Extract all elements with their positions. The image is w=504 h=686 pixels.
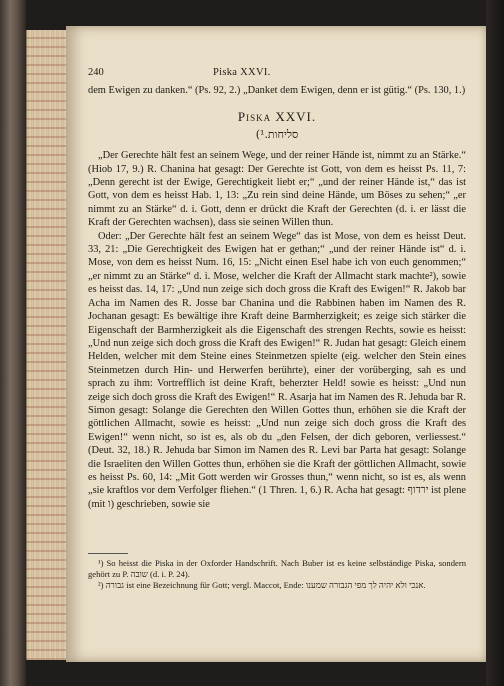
- paragraph: „Der Gerechte hält fest an seinem Wege, und der reiner Hände ist, nimmt zu an Stärke.“ (Hiob 17, 9.) R. Chanina hat gesagt: Der Gerechte ist Gott, von dem es heisst Ps. 11, 7: „Denn gerecht ist der Ewige, Gerechtigkeit liebt er;“ „und der reiner Hände ist,“ das ist Gott, von dem es heisst Hab. 1, 13: „Zu rein sind deine Hände, um Böses zu sehen;“ „er nimmt zu an Stärke“ d. i. Gott, denn er drückt die Kraft der Gerechten (d. i. er lässt die Kraft der Gerechten wachsen), dass sie seinen Willen thun.: [88, 150, 466, 229]
- hebrew-heading: סליחות.¹): [255, 127, 299, 141]
- footnote: ²) גבורה ist eine Bezeichnung für Gott; vergl. Maccot, Ende: אנכי ולא יהיה לך מפי הגבורה שמענו.: [98, 580, 426, 590]
- book-page: [66, 26, 486, 662]
- opening-text: dem Ewigen zu danken.“ (Ps. 92, 2.) „Danket dem Ewigen, denn er ist gütig.“ (Ps. 130, 1.): [88, 85, 466, 96]
- page-edges-speckle: [26, 30, 66, 660]
- footnote-rule: [88, 553, 128, 554]
- running-head: [88, 66, 466, 80]
- book-spine: [0, 0, 26, 686]
- paragraph: Oder: „Der Gerechte hält fest an seinem Wege“ das ist Mose, von dem es heisst Deut. 33, 21: „Die Gerechtigkeit des Ewigen hat er gethan;“ „und der reiner Hände ist“ d. i. Mose, von dem es heisst Num. 16, 15: „Nicht einen Esel habe ich von euch genommen;“ „er nimmt zu an Stärke“ d. i. Mose, welcher die Kraft der Allmacht stark machte²), sowie es heisst das. 14, 17: „Und nun zeige sich doch gross die Kraft des Ewigen!“ R. Jakob bar Acha im Namen des R. Josse bar Chanina und die Rabbinen haben im Namen des R. Jochanan gesagt: Es bewältige ihre Kraft deine Barmherzigkeit; es zeige sich stärker die Eigenschaft der Barmherzigkeit als die Eigenschaft des strengen Rechts, sowie es heisst: „Und nun zeige sich doch gross die Kraft des Ewigen!“ R. Judan hat gesagt: Gleich einem Helden, welcher mit dem Steine eines Steinmetzen spielte (eig. welcher den Stein eines Steinmetzen durch Hin- und Herwerfen berührte), einer der vorüberging, sah es und sprach zu ihm: Vortrefflich ist deine Kraft, beherzter Held! sowie es heisst: „Und nun zeige sich doch gross die Kraft des Ewigen!“ R. Asarja hat im Namen des R. Jehuda bar R. Simon gesagt: Solange die Gerechten den Willen Gottes thun, erhöhen sie die Kraft der göttlichen Allmacht, sowie es heisst: „Und nun zeige sich doch gross die Kraft des Ewigen!“ wenn nicht, so ist es, als ob du „den Felsen, der dich geboren, verliessest.“ (Deut. 32, 18.) R. Jehuda bar Simon im Namen des R. Levi bar Parta hat gesagt: Solange die Israeliten den Willen Gottes thun, erhöhen sie die Kraft der göttlichen Allmacht, sowie es heisst Ps. 60, 14: „Mit Gott werden wir Grosses thun,“ wenn nicht, so ist es, als wenn „sie kraftlos vor dem Verfolger fliehen.“ (1 Thren. 1, 6.) R. Acha hat gesagt: ירדוף ist plene (mit ו) geschrieben, sowie sie: [88, 230, 467, 510]
- section-title: Piska XXVI.: [237, 109, 317, 125]
- footnote: ¹) So heisst die Piska in der Oxforder Handschrift. Nach Buber ist es keine selbständige Piska, sondern gehört zu P. שובה (d. i. P. 24).: [88, 558, 466, 579]
- right-shadow: [486, 0, 504, 686]
- footnotes: [88, 553, 466, 591]
- page-body: [88, 84, 466, 511]
- page-number: 240: [88, 67, 104, 78]
- running-title: Piska XXVI.: [213, 67, 271, 78]
